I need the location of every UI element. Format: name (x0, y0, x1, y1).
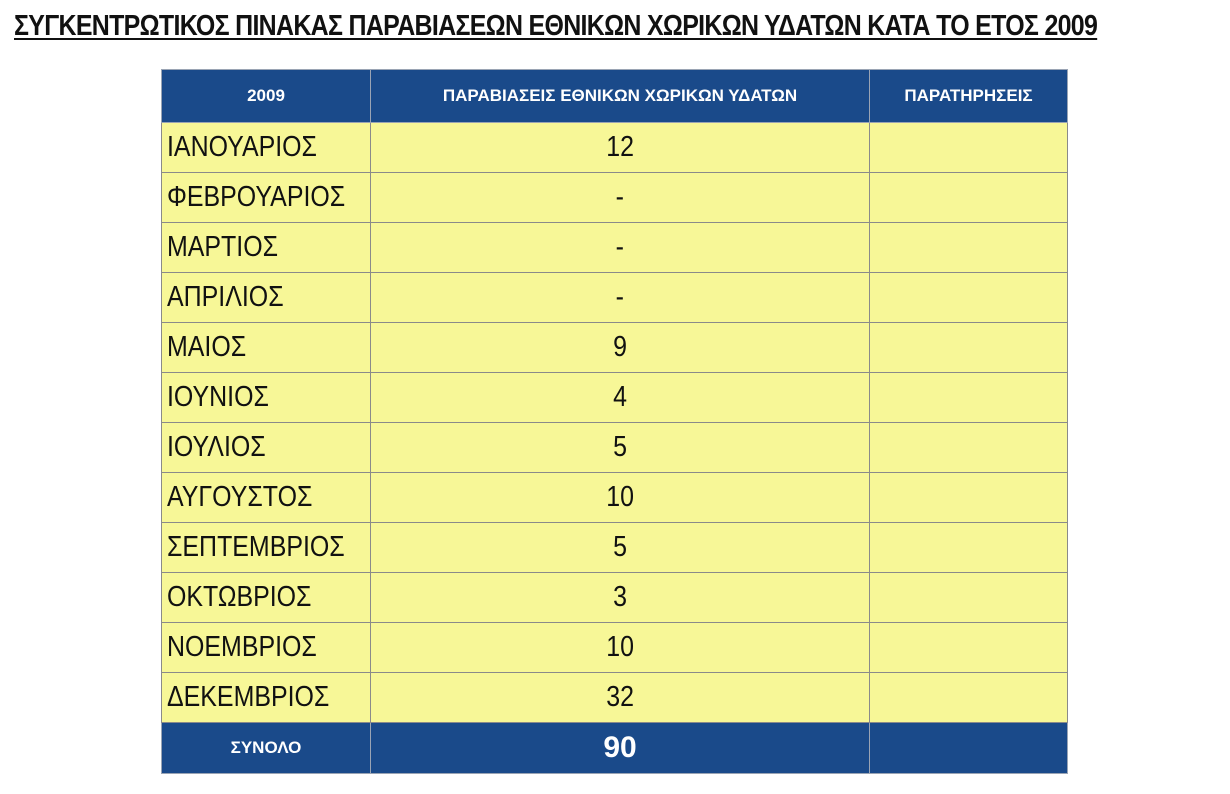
month-label: ΣΕΠΤΕΜΒΡΙΟΣ (167, 531, 345, 563)
violations-count-cell (371, 673, 870, 723)
violations-count-cell (371, 523, 870, 573)
violations-count-cell (371, 123, 870, 173)
table-row (162, 473, 1068, 523)
violations-count: 4 (613, 381, 627, 413)
month-label: ΝΟΕΜΒΡΙΟΣ (167, 631, 317, 663)
violations-count: - (615, 181, 625, 213)
month-cell (162, 623, 371, 673)
page-title: ΣΥΓΚΕΝΤΡΩΤΙΚΟΣ ΠΙΝΑΚΑΣ ΠΑΡΑΒΙΑΣΕΩΝ ΕΘΝΙΚΩΝ ΧΩΡΙΚΩΝ ΥΔΑΤΩΝ ΚΑΤΑ ΤΟ ΕΤΟΣ 2009 (14, 10, 1098, 42)
month-label: ΜΑΡΤΙΟΣ (167, 231, 279, 263)
notes-cell (870, 573, 1068, 623)
month-cell (162, 573, 371, 623)
month-label: ΙΑΝΟΥΑΡΙΟΣ (167, 131, 317, 163)
notes-cell (870, 523, 1068, 573)
violations-count: 5 (613, 531, 627, 563)
month-cell (162, 373, 371, 423)
notes-cell (870, 223, 1068, 273)
notes-cell (870, 173, 1068, 223)
total-value: 90 (371, 723, 870, 774)
month-cell (162, 123, 371, 173)
violations-count: 12 (606, 131, 634, 163)
month-label: ΦΕΒΡΟΥΑΡΙΟΣ (167, 181, 346, 213)
violations-count-cell (371, 273, 870, 323)
violations-count: 32 (606, 681, 634, 713)
table-row (162, 573, 1068, 623)
table-row (162, 123, 1068, 173)
violations-count: 3 (613, 581, 627, 613)
violations-count: 10 (606, 481, 634, 513)
month-cell (162, 173, 371, 223)
violations-count-cell (371, 173, 870, 223)
violations-count-cell (371, 573, 870, 623)
total-label: ΣΥΝΟΛΟ (162, 723, 371, 774)
table-row (162, 323, 1068, 373)
violations-count-cell (371, 623, 870, 673)
violations-count-cell (371, 323, 870, 373)
notes-cell (870, 273, 1068, 323)
month-cell (162, 473, 371, 523)
month-cell (162, 523, 371, 573)
month-label: ΙΟΥΛΙΟΣ (167, 431, 266, 463)
month-cell (162, 273, 371, 323)
month-label: ΑΠΡΙΛΙΟΣ (167, 281, 284, 313)
notes-cell (870, 373, 1068, 423)
month-cell (162, 323, 371, 373)
violations-count-cell (371, 223, 870, 273)
total-row (162, 723, 1068, 774)
violations-count: - (615, 231, 625, 263)
table-row (162, 373, 1068, 423)
notes-cell (870, 473, 1068, 523)
notes-cell (870, 673, 1068, 723)
table-row (162, 623, 1068, 673)
header-notes: ΠΑΡΑΤΗΡΗΣΕΙΣ (870, 70, 1068, 123)
violations-count-cell (371, 473, 870, 523)
violations-count: 5 (613, 431, 627, 463)
header-year: 2009 (162, 70, 371, 123)
violations-count: 9 (613, 331, 627, 363)
month-cell (162, 673, 371, 723)
violations-table (161, 69, 1068, 774)
month-label: ΔΕΚΕΜΒΡΙΟΣ (167, 681, 330, 713)
month-label: ΜΑΙΟΣ (167, 331, 247, 363)
table-row (162, 673, 1068, 723)
violations-count: - (615, 281, 625, 313)
total-notes-cell (870, 723, 1068, 774)
month-cell (162, 423, 371, 473)
table-header-row (162, 70, 1068, 123)
violations-count: 10 (606, 631, 634, 663)
month-label: ΑΥΓΟΥΣΤΟΣ (167, 481, 313, 513)
table-body (162, 123, 1068, 723)
violations-count-cell (371, 423, 870, 473)
table-row (162, 223, 1068, 273)
notes-cell (870, 623, 1068, 673)
violations-count-cell (371, 373, 870, 423)
month-label: ΙΟΥΝΙΟΣ (167, 381, 269, 413)
header-violations: ΠΑΡΑΒΙΑΣΕΙΣ ΕΘΝΙΚΩΝ ΧΩΡΙΚΩΝ ΥΔΑΤΩΝ (371, 70, 870, 123)
table-row (162, 523, 1068, 573)
table-row (162, 173, 1068, 223)
notes-cell (870, 123, 1068, 173)
table-row (162, 273, 1068, 323)
month-cell (162, 223, 371, 273)
notes-cell (870, 423, 1068, 473)
notes-cell (870, 323, 1068, 373)
table-row (162, 423, 1068, 473)
month-label: ΟΚΤΩΒΡΙΟΣ (167, 581, 312, 613)
